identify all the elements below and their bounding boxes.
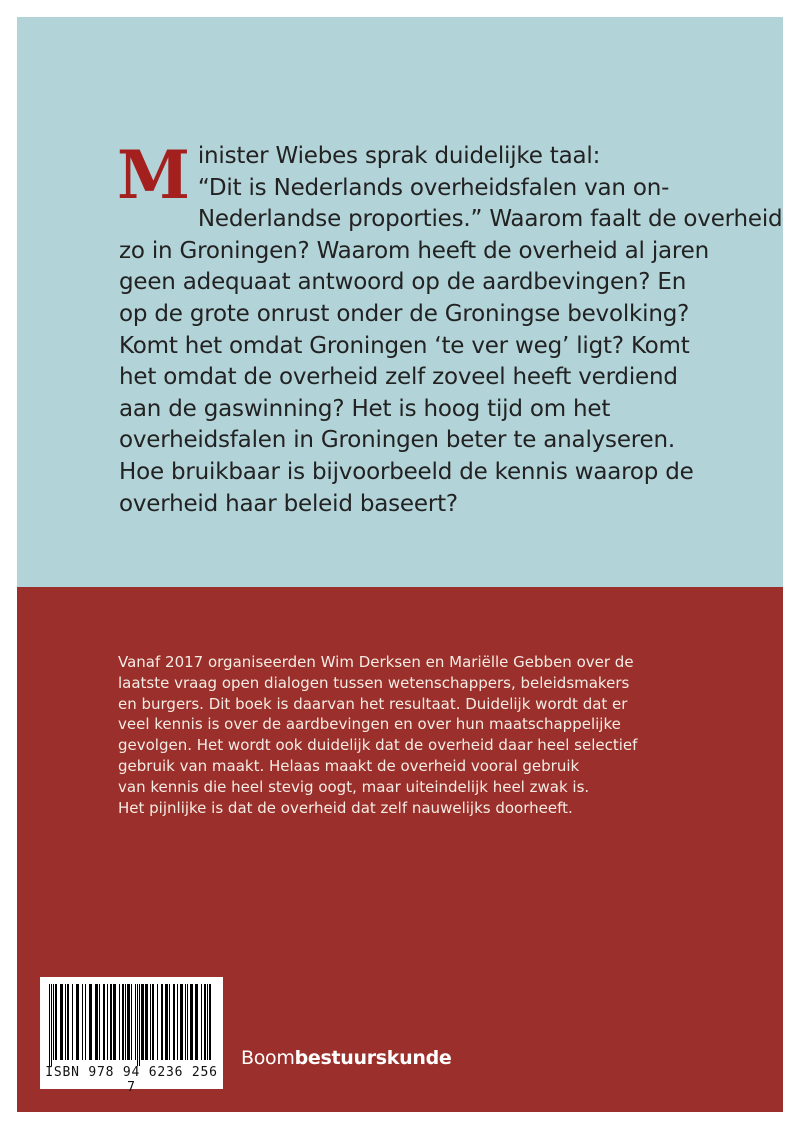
barcode-bar: [51, 984, 52, 1066]
barcode-bar: [113, 984, 116, 1060]
barcode-bar: [207, 984, 208, 1060]
barcode-bar: [187, 984, 188, 1060]
torn-paper-edge: [17, 577, 783, 637]
intro-line: geen adequaat antwoord op de aardbevingen? En: [119, 269, 687, 296]
barcode-bar: [173, 984, 175, 1060]
barcode-bar: [157, 984, 158, 1060]
barcode-bar: [95, 984, 98, 1060]
publisher-name-part1: Boom: [241, 1047, 295, 1069]
body-line: laatste vraag open dialogen tussen wetenschappers, beleidsmakers: [118, 673, 630, 692]
barcode-bar: [89, 984, 92, 1060]
intro-line: overheid haar beleid baseert?: [119, 490, 458, 517]
barcode: [47, 984, 217, 1066]
intro-line: “Dit is Nederlands overheidsfalen van on-: [197, 174, 670, 201]
barcode-bar: [119, 984, 120, 1060]
drop-cap: M: [117, 136, 190, 214]
barcode-bar: [72, 984, 73, 1060]
barcode-bar: [209, 984, 211, 1060]
isbn-number: ISBN 978 94 6236 256 7: [45, 1065, 218, 1095]
barcode-bar: [180, 984, 183, 1060]
barcode-bar: [201, 984, 202, 1060]
body-line: van kennis die heel stevig oogt, maar uiteindelijk heel zwak is.: [118, 777, 590, 796]
barcode-bar: [177, 984, 178, 1060]
barcode-bar: [103, 984, 105, 1060]
body-line: veel kennis is over de aardbevingen en over hun maatschappelijke: [118, 715, 621, 734]
barcode-bar: [169, 984, 170, 1060]
intro-line: zo in Groningen? Waarom heeft de overheid al jaren: [119, 237, 709, 264]
body-line: Het pijnlijke is dat de overheid dat zelf nauwelijks doorheeft.: [118, 798, 573, 817]
body-text: [118, 652, 678, 818]
barcode-bar: [53, 984, 54, 1060]
barcode-bar: [49, 984, 50, 1066]
body-line: en burgers. Dit boek is daarvan het resultaat. Duidelijk wordt dat er: [118, 694, 628, 713]
barcode-bar: [125, 984, 126, 1060]
barcode-bar: [67, 984, 69, 1060]
intro-line: op de grote onrust onder de Groningse bevolking?: [119, 300, 690, 327]
intro-line: overheidsfalen in Groningen beter te analyseren.: [119, 427, 675, 454]
barcode-bar: [185, 984, 186, 1060]
barcode-bar: [190, 984, 193, 1060]
barcode-bar: [55, 984, 57, 1060]
barcode-bar: [122, 984, 124, 1060]
barcode-bar: [76, 984, 79, 1060]
book-back-cover: [17, 17, 783, 1112]
intro-line: Nederlandse proporties.” Waarom faalt de overheid: [197, 206, 783, 233]
barcode-bar: [131, 984, 132, 1060]
barcode-bar: [110, 984, 112, 1060]
barcode-bar: [137, 984, 138, 1066]
barcode-bar: [152, 984, 154, 1060]
intro-line: Komt het omdat Groningen ‘te ver weg’ ligt? Komt: [119, 332, 690, 359]
barcode-bar: [141, 984, 144, 1060]
barcode-bar: [60, 984, 63, 1060]
publisher-name-part2: bestuurskunde: [294, 1047, 452, 1069]
intro-line: aan de gaswinning? Het is hoog tijd om het: [119, 395, 611, 422]
barcode-bar: [161, 984, 163, 1060]
intro-text: [117, 136, 783, 520]
barcode-bar: [107, 984, 108, 1060]
barcode-bar: [145, 984, 148, 1060]
barcode-bar: [135, 984, 136, 1060]
publisher-logo: [241, 1047, 451, 1069]
intro-line: inister Wiebes sprak duidelijke taal:: [197, 143, 601, 169]
intro-line: Hoe bruikbaar is bijvoorbeeld de kennis waarop de: [119, 458, 694, 485]
body-line: Vanaf 2017 organiseerden Wim Derksen en Mariëlle Gebben over de: [118, 653, 634, 671]
barcode-bar: [150, 984, 151, 1060]
barcode-bar: [65, 984, 66, 1060]
barcode-bar: [127, 984, 130, 1060]
barcode-box: [40, 977, 223, 1095]
barcode-bar: [82, 984, 83, 1060]
barcode-bar: [99, 984, 100, 1060]
barcode-bar: [165, 984, 168, 1060]
body-line: gevolgen. Het wordt ook duidelijk dat de overheid daar heel selectief: [118, 736, 638, 755]
barcode-bar: [204, 984, 206, 1060]
body-line: gebruik van maakt. Helaas maakt de overheid vooral gebruik: [118, 756, 580, 775]
barcode-bar: [139, 984, 140, 1066]
barcode-bar: [195, 984, 198, 1060]
barcode-bar: [85, 984, 86, 1060]
intro-line: het omdat de overheid zelf zoveel heeft verdiend: [119, 364, 678, 391]
